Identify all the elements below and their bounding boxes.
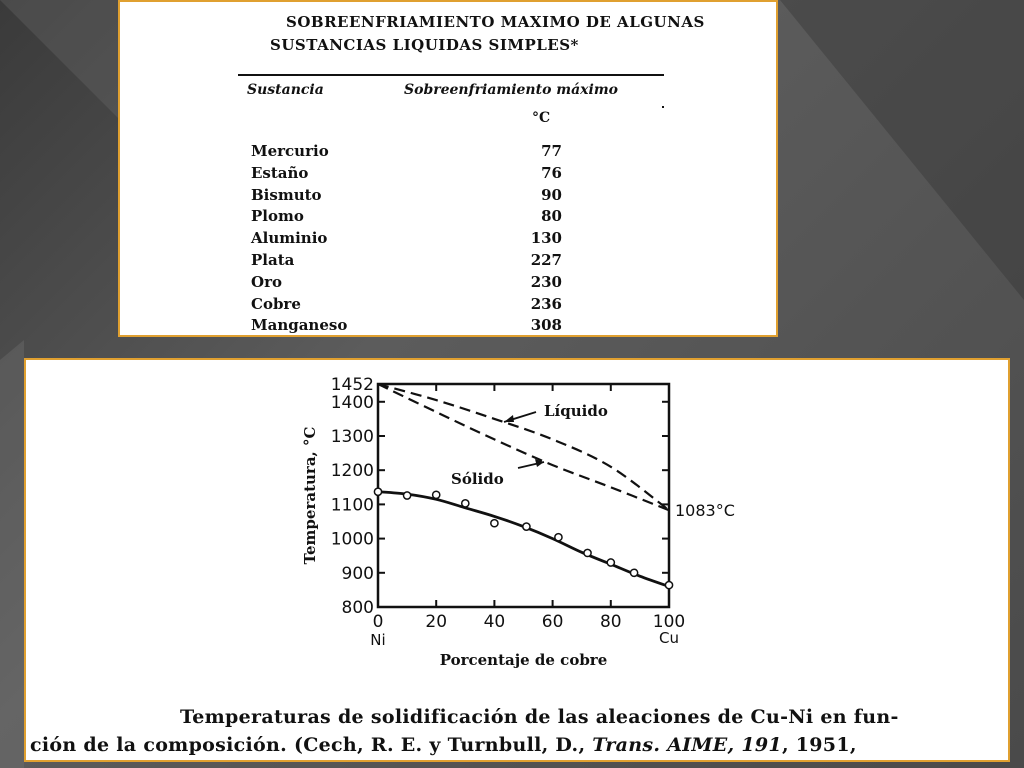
data-point bbox=[630, 569, 637, 576]
caption-journal: Trans. AIME, 191 bbox=[592, 734, 782, 756]
cu-melting-point-label: 1083°C bbox=[675, 501, 735, 520]
solid-label: Sólido bbox=[451, 470, 504, 488]
table-row bbox=[120, 251, 780, 273]
supercooling-value: 90 bbox=[541, 185, 562, 204]
supercooling-table-panel bbox=[118, 0, 778, 337]
substance-name: Plata bbox=[251, 251, 295, 269]
supercooling-value: 76 bbox=[541, 163, 562, 182]
x-tick-label: 60 bbox=[541, 612, 564, 632]
table-row bbox=[120, 142, 780, 164]
x-tick-label: 100 bbox=[652, 612, 686, 632]
x-tick-label: 80 bbox=[599, 612, 622, 632]
caption-line1: Temperaturas de solidificación de las aleaciones de Cu-Ni en fun- bbox=[180, 706, 899, 728]
x-tick-label: 0 bbox=[372, 612, 384, 632]
supercooling-value: 308 bbox=[530, 316, 562, 335]
y-tick-label: 900 bbox=[341, 563, 374, 584]
substance-name: Bismuto bbox=[251, 185, 322, 204]
substance-name: Plomo bbox=[251, 207, 304, 226]
supercooling-value: 77 bbox=[541, 142, 562, 160]
table-row bbox=[120, 295, 780, 317]
liquidus-curve bbox=[378, 384, 669, 510]
data-point bbox=[555, 534, 562, 541]
substance-name: Manganeso bbox=[251, 316, 348, 335]
table-row bbox=[120, 273, 780, 295]
y-tick-label: 1400 bbox=[330, 392, 374, 413]
table-row bbox=[120, 316, 780, 338]
table-row bbox=[120, 186, 780, 208]
substance-name: Cobre bbox=[251, 294, 301, 313]
data-point bbox=[404, 492, 411, 499]
y-axis-label: Temperatura, °C bbox=[301, 426, 319, 565]
table-row bbox=[120, 229, 780, 251]
caption-year: , 1951, bbox=[781, 734, 857, 756]
solidification-curve bbox=[378, 492, 669, 587]
y-tick-label: 1300 bbox=[330, 426, 374, 447]
cu-ni-chart-panel bbox=[24, 358, 1010, 762]
header-dot bbox=[662, 106, 664, 108]
unit-label: °C bbox=[532, 110, 551, 126]
table-row bbox=[120, 164, 780, 186]
column-header-substance: Sustancia bbox=[247, 82, 324, 98]
substance-name: Estaño bbox=[251, 163, 309, 182]
substance-name: Mercurio bbox=[251, 142, 329, 160]
data-point bbox=[462, 500, 469, 507]
y-tick-label: 1200 bbox=[330, 461, 374, 482]
data-point bbox=[374, 488, 381, 495]
substance-name: Oro bbox=[251, 272, 282, 291]
supercooling-value: 227 bbox=[530, 251, 562, 269]
table-row bbox=[120, 207, 780, 229]
y-tick-label: 1100 bbox=[330, 495, 374, 516]
x-tick-label: 40 bbox=[483, 612, 506, 632]
supercooling-value: 236 bbox=[530, 294, 562, 313]
column-header-max-supercooling: Sobreenfriamiento máximo bbox=[404, 82, 618, 98]
supercooling-value: 80 bbox=[541, 207, 562, 226]
table-title-line1: SOBREENFRIAMIENTO MAXIMO DE ALGUNAS bbox=[286, 13, 705, 31]
y-tick-label: 1000 bbox=[330, 529, 374, 550]
supercooling-value: 130 bbox=[530, 229, 562, 248]
data-point bbox=[491, 520, 498, 527]
y-tick-label: 1452 bbox=[330, 375, 374, 395]
caption-line2 bbox=[30, 734, 857, 756]
data-point bbox=[607, 559, 614, 566]
solidus-curve bbox=[378, 384, 669, 510]
x-end-label-left: Ni bbox=[370, 631, 386, 649]
data-point bbox=[523, 523, 530, 530]
liquid-label: Líquido bbox=[544, 402, 608, 420]
table-header-rule bbox=[238, 74, 664, 76]
table-title-line2: SUSTANCIAS LIQUIDAS SIMPLES* bbox=[270, 36, 579, 54]
data-point bbox=[665, 582, 672, 589]
caption-line2-text: ción de la composición. (Cech, R. E. y Turnbull, D., bbox=[30, 734, 593, 756]
y-tick-label: 800 bbox=[341, 598, 374, 618]
data-point bbox=[433, 491, 440, 498]
cu-ni-solidification-chart bbox=[26, 360, 1008, 760]
x-tick-label: 20 bbox=[425, 612, 448, 632]
x-axis-label: Porcentaje de cobre bbox=[439, 651, 608, 669]
supercooling-value: 230 bbox=[530, 272, 562, 291]
data-point bbox=[584, 549, 591, 556]
substance-name: Aluminio bbox=[251, 229, 328, 248]
liquid-arrow-head bbox=[504, 415, 514, 422]
x-end-label-right: Cu bbox=[659, 629, 679, 647]
